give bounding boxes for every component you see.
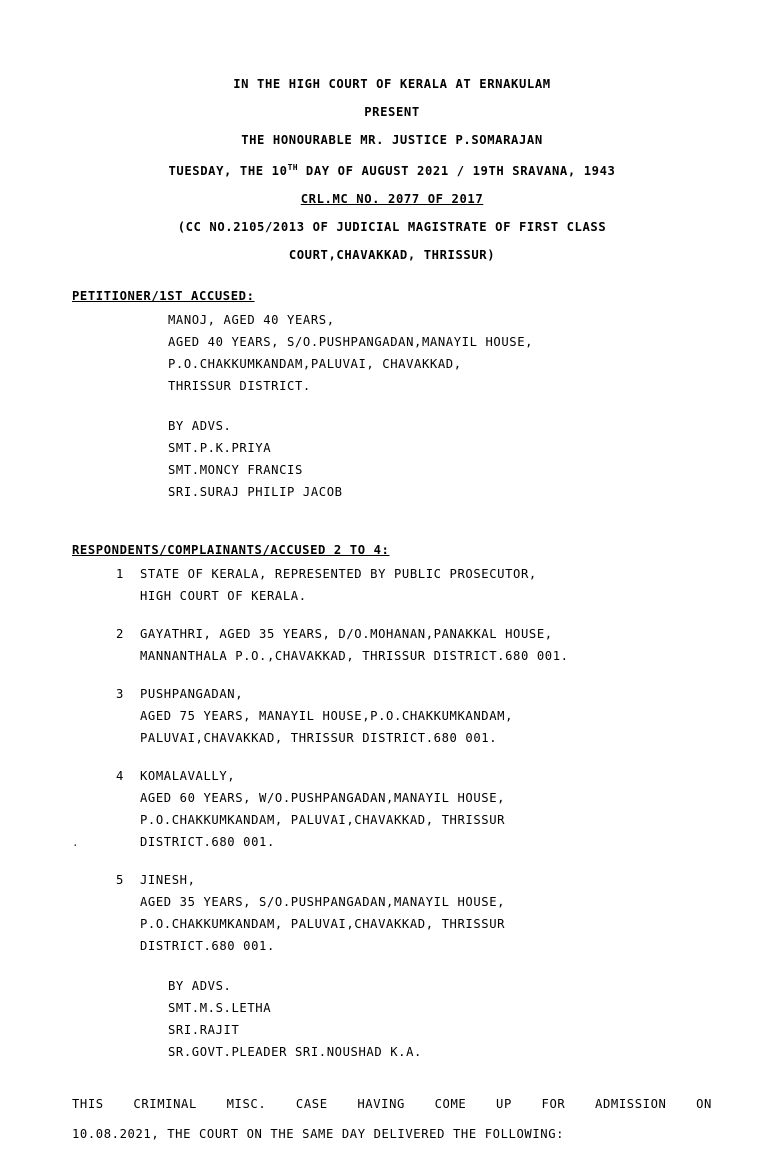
court-header <box>72 70 712 269</box>
respondent-details <box>140 623 712 667</box>
advocate-line: SMT.P.K.PRIYA <box>168 441 272 456</box>
closing-line-2: 10.08.2021, THE COURT ON THE SAME DAY DELIVERED THE FOLLOWING: <box>72 1127 565 1142</box>
case-number: CRL.MC NO. 2077 OF 2017 <box>300 192 484 207</box>
respondent-line: P.O.CHAKKUMKANDAM, PALUVAI,CHAVAKKAD, THRISSUR <box>140 917 506 932</box>
petitioner-details <box>72 309 712 397</box>
petitioner-line: MANOJ, AGED 40 YEARS, <box>168 313 335 328</box>
date-suffix: DAY OF AUGUST 2021 / 19TH SRAVANA, 1943 <box>298 164 616 179</box>
respondent-number: 1 <box>116 567 124 582</box>
advocate-line: BY ADVS. <box>168 979 232 994</box>
respondent-line: STATE OF KERALA, REPRESENTED BY PUBLIC PROSECUTOR, <box>140 567 537 582</box>
petitioner-line: P.O.CHAKKUMKANDAM,PALUVAI, CHAVAKKAD, <box>168 357 462 372</box>
respondent-line: PALUVAI,CHAVAKKAD, THRISSUR DISTRICT.680 001. <box>140 731 498 746</box>
respondent-item <box>72 765 712 853</box>
respondent-details <box>140 869 712 957</box>
stray-ink-mark: . <box>72 836 79 849</box>
respondent-line: PUSHPANGADAN, <box>140 687 244 702</box>
advocate-line: SRI.SURAJ PHILIP JACOB <box>168 485 343 500</box>
respondent-number: 5 <box>116 873 124 888</box>
respondent-number: 3 <box>116 687 124 702</box>
respondent-line: AGED 75 YEARS, MANAYIL HOUSE,P.O.CHAKKUMKANDAM, <box>140 709 514 724</box>
petitioner-line: AGED 40 YEARS, S/O.PUSHPANGADAN,MANAYIL HOUSE, <box>168 335 534 350</box>
respondent-details <box>140 765 712 853</box>
respondent-item <box>72 563 712 607</box>
advocate-line: SMT.MONCY FRANCIS <box>168 463 303 478</box>
respondent-item <box>72 869 712 957</box>
respondent-line: AGED 35 YEARS, S/O.PUSHPANGADAN,MANAYIL HOUSE, <box>140 895 506 910</box>
lower-court-line-1: (CC NO.2105/2013 OF JUDICIAL MAGISTRATE OF FIRST CLASS <box>177 220 607 235</box>
respondent-item <box>72 623 712 667</box>
respondent-line: MANNANTHALA P.O.,CHAVAKKAD, THRISSUR DISTRICT.680 001. <box>140 649 569 664</box>
respondent-line: HIGH COURT OF KERALA. <box>140 589 307 604</box>
advocate-line: SRI.RAJIT <box>168 1023 240 1038</box>
date-prefix: TUESDAY, THE 10 <box>168 164 288 179</box>
respondent-number: 2 <box>116 627 124 642</box>
petitioner-line: THRISSUR DISTRICT. <box>168 379 311 394</box>
judge-name: THE HONOURABLE MR. JUSTICE P.SOMARAJAN <box>241 133 543 147</box>
closing-paragraph <box>72 1089 712 1149</box>
advocate-line: SMT.M.S.LETHA <box>168 1001 272 1016</box>
petitioner-advocates <box>72 415 712 503</box>
present-label: PRESENT <box>364 105 420 119</box>
respondent-line: JINESH, <box>140 873 196 888</box>
petitioner-heading: PETITIONER/1ST ACCUSED: <box>72 289 255 304</box>
respondent-line: DISTRICT.680 001. <box>140 835 275 850</box>
respondent-line: AGED 60 YEARS, W/O.PUSHPANGADAN,MANAYIL HOUSE, <box>140 791 506 806</box>
respondent-advocates <box>72 975 712 1063</box>
respondent-line: P.O.CHAKKUMKANDAM, PALUVAI,CHAVAKKAD, THRISSUR <box>140 813 506 828</box>
respondent-line: GAYATHRI, AGED 35 YEARS, D/O.MOHANAN,PANAKKAL HOUSE, <box>140 627 553 642</box>
respondent-item <box>72 683 712 749</box>
respondents-heading: RESPONDENTS/COMPLAINANTS/ACCUSED 2 TO 4: <box>72 543 390 558</box>
closing-line-1: THIS CRIMINAL MISC. CASE HAVING COME UP FOR ADMISSION ON <box>72 1097 712 1112</box>
respondent-line: DISTRICT.680 001. <box>140 939 275 954</box>
advocate-line: SR.GOVT.PLEADER SRI.NOUSHAD K.A. <box>168 1045 422 1060</box>
respondent-details <box>140 683 712 749</box>
date-ordinal-suffix: TH <box>287 163 298 172</box>
respondents-list <box>72 563 712 957</box>
respondent-details <box>140 563 712 607</box>
advocate-line: BY ADVS. <box>168 419 232 434</box>
court-name: IN THE HIGH COURT OF KERALA AT ERNAKULAM <box>233 77 551 91</box>
sitting-date <box>72 154 712 185</box>
lower-court-line-2: COURT,CHAVAKKAD, THRISSUR) <box>288 248 496 263</box>
respondent-line: KOMALAVALLY, <box>140 769 236 784</box>
respondent-number: 4 <box>116 769 124 784</box>
